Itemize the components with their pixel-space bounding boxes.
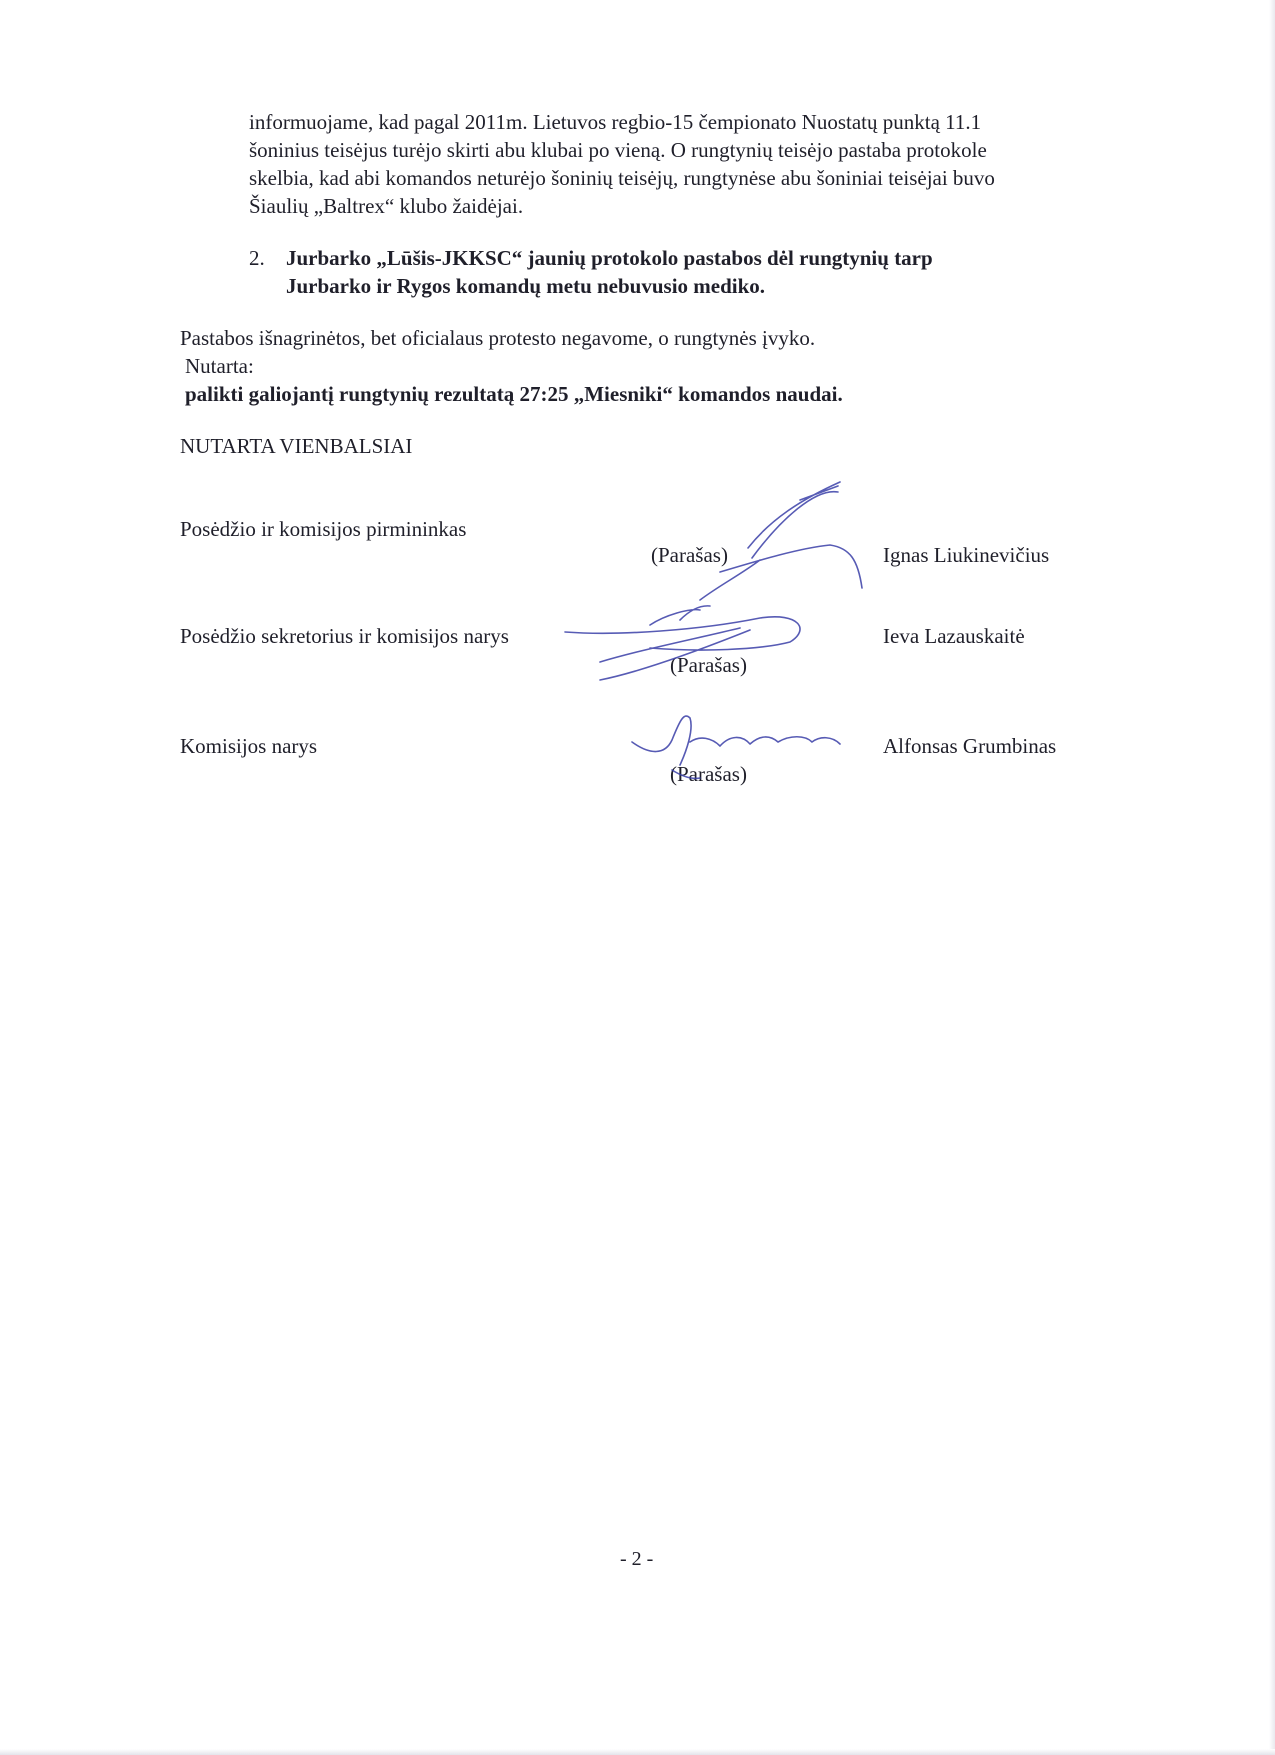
paragraph-1-line-3: skelbia, kad abi komandos neturėjo šoninių teisėjų, rungtynėse abu šoniniai teisėjai buvo (249, 166, 995, 190)
signature-label-chairman: (Parašas) (651, 543, 728, 567)
signatory-name-member: Alfonsas Grumbinas (883, 734, 1057, 758)
scan-edge-bottom (0, 1749, 1275, 1755)
paragraph-1-line-4: Šiaulių „Baltrex“ klubo žaidėjai. (249, 194, 524, 218)
page-number: - 2 - (620, 1548, 654, 1570)
item-2-number: 2. (249, 246, 265, 270)
signature-label-secretary: (Parašas) (670, 653, 747, 677)
decision-label: Nutarta: (185, 354, 254, 378)
scan-edge-right (1269, 0, 1275, 1755)
item-2-line-1: Jurbarko „Lūšis-JKKSC“ jaunių protokolo pastabos dėl rungtynių tarp (286, 246, 933, 270)
signature-member (632, 716, 840, 778)
paragraph-1-line-1: informuojame, kad pagal 2011m. Lietuvos regbio-15 čempionato Nuostatų punktą 11.1 (249, 110, 982, 134)
signature-chairman (700, 482, 862, 600)
unanimous-resolution: NUTARTA VIENBALSIAI (180, 434, 413, 458)
signatory-name-chairman: Ignas Liukinevičius (883, 543, 1050, 567)
signatory-role-chairman: Posėdžio ir komisijos pirmininkas (180, 517, 467, 541)
item-2-line-2: Jurbarko ir Rygos komandų metu nebuvusio mediko. (286, 274, 766, 298)
review-note: Pastabos išnagrinėtos, bet oficialaus protesto negavome, o rungtynės įvyko. (180, 326, 816, 350)
decision-text: palikti galiojantį rungtynių rezultatą 27:25 „Miesniki“ komandos naudai. (185, 382, 843, 406)
signatory-name-secretary: Ieva Lazauskaitė (883, 624, 1025, 648)
signatory-role-secretary: Posėdžio sekretorius ir komisijos narys (180, 624, 509, 648)
signature-secretary (565, 606, 800, 680)
paragraph-1-line-2: šoninius teisėjus turėjo skirti abu klubai po vieną. O rungtynių teisėjo pastaba protokole (249, 138, 987, 162)
signature-label-member: (Parašas) (670, 762, 747, 786)
signatory-role-member: Komisijos narys (180, 734, 318, 758)
